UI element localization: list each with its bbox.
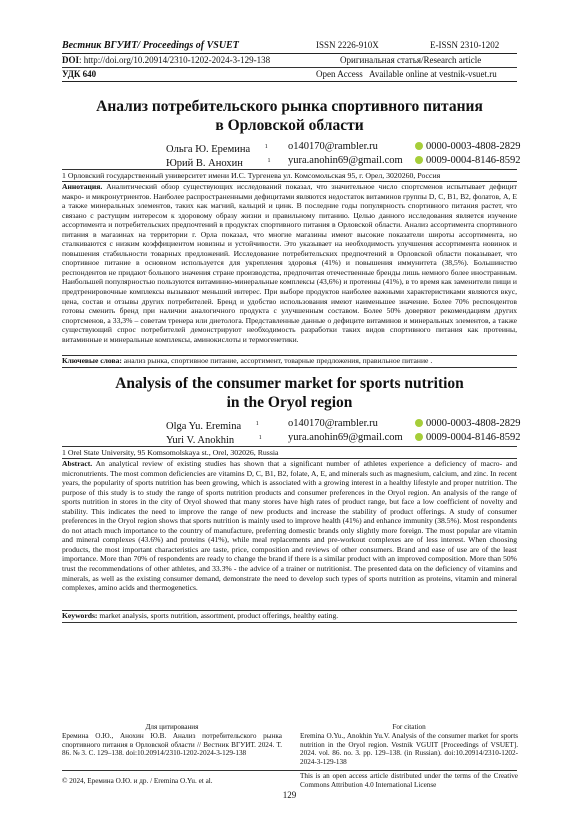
en-end-rule xyxy=(62,622,517,623)
en-author-2 xyxy=(166,432,262,447)
header-rule-2 xyxy=(62,67,517,68)
ru-keywords-label: Ключевые слова: xyxy=(62,356,122,365)
udk: УДК 640 xyxy=(62,69,97,79)
ru-keywords xyxy=(62,356,517,366)
available-online[interactable]: Available online at vestnik-vsuet.ru xyxy=(369,69,497,79)
orcid-icon xyxy=(415,156,423,164)
page-number: 129 xyxy=(282,790,297,800)
ru-author-1 xyxy=(166,141,268,156)
ru-keywords-text: анализ рынка, спортивное питание, ассортимент, товарные предложения, правильное питание . xyxy=(121,356,433,365)
orcid-icon xyxy=(415,433,423,441)
en-abstract xyxy=(62,459,517,593)
cite-ru: Еремина О.Ю., Анохин Ю.В. Анализ потребительского рынка спортивного питания в Орловской области // Вестник ВГУИТ. 2024. Т. 86. № 3. С. 129–138. doi:10.20914/2310-1202-2024-3-129-138 xyxy=(62,732,282,758)
en-abstract-label: Abstract. xyxy=(62,459,93,468)
en-author-1-email[interactable]: o140170@rambler.ru xyxy=(288,418,378,429)
author-name: Ольга Ю. Еремина xyxy=(166,144,251,155)
en-author-2-email[interactable]: yura.anohin69@gmail.com xyxy=(288,432,403,443)
article-type: Оригинальная статья/Research article xyxy=(340,55,482,65)
doi-line xyxy=(62,55,312,66)
author-name: Юрий В. Анохин xyxy=(166,158,243,169)
ru-author-1-orcid[interactable]: 0000-0003-4808-2829 xyxy=(415,141,521,153)
ru-title-line1: Анализ потребительского рынка спортивного питания xyxy=(96,98,483,115)
ru-affiliation: 1 Орловский государственный университет имени И.С. Тургенева ул. Комсомольская 95, г. Орел, 3020260, Россия xyxy=(62,171,441,180)
en-keywords-text: market analysis, sports nutrition, assortment, product offerings, healthy eating. xyxy=(97,611,339,620)
ru-end-rule xyxy=(62,367,517,368)
ru-author-2-email[interactable]: yura.anohin69@gmail.com xyxy=(288,155,403,166)
en-author-2-orcid[interactable]: 0009-0004-8146-8592 xyxy=(415,432,521,444)
en-keywords-label: Keywords: xyxy=(62,611,98,620)
orcid-icon xyxy=(415,419,423,427)
author-sup: 1 xyxy=(258,435,262,441)
cite-en: Eremina O.Yu., Anokhin Yu.V. Analysis of the consumer market for sports nutrition in the Oryol region. Vestnik VGUIT [Proceedings of VSUET]. 2024. vol. 86. no. 3. pp. 129–138. (in Russian). doi:10.20914/2310-1202-2024-3-129-138 xyxy=(300,732,518,766)
orcid-icon xyxy=(415,142,423,150)
open-access: Open Access xyxy=(316,69,363,79)
en-keywords xyxy=(62,611,517,621)
ru-title-line2: в Орловской области xyxy=(215,117,364,134)
ru-author-2-orcid[interactable]: 0009-0004-8146-8592 xyxy=(415,155,521,167)
author-name: Olga Yu. Eremina xyxy=(166,421,242,432)
en-author-1 xyxy=(166,418,259,433)
cite-en-heading: For citation xyxy=(392,723,426,731)
en-title-line2: in the Oryol region xyxy=(226,394,353,411)
cite-ru-heading: Для цитирования xyxy=(145,723,199,731)
eissn: E-ISSN 2310-1202 xyxy=(430,40,500,50)
header-rule-3 xyxy=(62,81,517,82)
en-title-line1: Analysis of the consumer market for sports nutrition xyxy=(115,375,464,392)
doi-link[interactable]: : http://doi.org/10.20914/2310-1202-2024-3-129-138 xyxy=(79,55,271,65)
author-sup: 1 xyxy=(264,144,268,150)
journal-name: Вестник ВГУИТ/ Proceedings of VSUET xyxy=(62,40,239,51)
ru-author-1-email[interactable]: o140170@rambler.ru xyxy=(288,141,378,152)
header-rule xyxy=(62,53,517,54)
ru-abstract-label: Аннотация. xyxy=(62,182,103,191)
author-name: Yuri V. Anokhin xyxy=(166,435,235,446)
author-sup: 1 xyxy=(255,421,259,427)
doi-label: DOI xyxy=(62,55,80,65)
license[interactable]: This is an open access article distributed under the terms of the Creative Commons Attribution 4.0 International License xyxy=(300,772,518,789)
copyright: © 2024, Еремина О.Ю. и др. / Eremina O.Yu. et al. xyxy=(62,777,213,785)
issn: ISSN 2226-910X xyxy=(316,40,379,50)
ru-abstract-text: Аналитический обзор существующих исследований показал, что значительное число спортсменов испытывает дефицит макро- и микронутриентов. Наиболее распространенными дефицитами являются недостаток витаминов группы D, C, B1, B2, фолатов, A, E а также минеральных элементов, таких как магний, кальций и цинк. В последние годы популярность спортивного питания растет, что связано с растущим интересом к здоровому образу жизни и правильному питанию. Целью данного исследования является изучение ассортимента и потребительских предпочтений в продуктах спортивного питания в Орловской области. Анализ ассортимента спортивного питания в магазинах на территории г. Орла показал, что многие магазины имеют высокие показатели широты ассортимента, но сталкиваются с низким коэффициентом новизны и устойчивости. Это указывает на необходимость улучшения ассортимента новинок и повышения стабильности товарных предложений. Исследование потребительских предпочтений в Орловской области показывает, что спортивное питание в основном используется для укрепления здоровья (41%) и повышения иммунитета (38,5%). Большинство респондентов не придают большого значения стране производства, предпочитая отечественные бренды лишь немного более иностранным. Наибольшей популярностью пользуются витаминно-минеральные комплексы (43,6%) и протеины (41%), в то время как заменители пищи и предтренировочные комплексы вызывают меньший интерес. При выборе продуктов наиболее важными характеристиками являются вкус, цена, состав и отзывы других потребителей. Бренд и удобство использования имеют наименьшее значение. Более 70% респондентов готовы сменить бренд при наличии аналогичного продукта с улучшенным составом. Более 50% доверяют рекомендациям других спортсменов, а 33,3% – советам тренера или диетолога. Представленные данные о дефиците витаминов и минеральных элементов, а также существующий спрос потребителей демонстрируют необходимость разработки таких видов спортивного питания как протеины, витаминные и минеральные комплексы, аминокислоты и термогенетики. xyxy=(62,182,517,344)
ru-abstract xyxy=(62,182,517,344)
author-sup: 1 xyxy=(267,158,271,164)
en-author-1-orcid[interactable]: 0000-0003-4808-2829 xyxy=(415,418,521,430)
en-affiliation: 1 Orel State University, 95 Komsomolskaya st., Orel, 302026, Russia xyxy=(62,448,279,457)
en-abstract-text: An analytical review of existing studies has shown that a significant number of athletes experience a deficiency of macro- and micronutrients. The most common deficiencies are vitamins D, C, B1, B2, folate, A, E, and minerals such as magnesium, calcium, and zinc. In recent years, the popularity of sports nutrition has been growing, which is associated with a growing interest in a healthy lifestyle and proper nutrition. The purpose of this study is to study the range of sports nutrition products and consumer preferences in the Oryol region. An analysis of the range of sports nutrition in stores in the city of Oryol showed that many stores have high rates of product range, but face a low coefficient of novelty and stability. This indicates the need to improve the range of new products and increase the stability of product offerings. A study of consumer preferences in the Oryol region shows that sports nutrition is mainly used to improve health (41%) and enhance immunity (38.5%). Most respondents do not attach much importance to the country of manufacture, preferring domestic brands only slightly more foreign. The most popular are vitamin and mineral complexes (43.6%) and proteins (41%), while meal replacements and pre-workout complexes are of less interest. When choosing products, the most important characteristics are taste, price, composition and reviews of other consumers. Brand and ease of use are of the least importance. More than 70% of respondents are ready to change the brand if there is a similar product with an improved composition. More than 50% trust the recommendations of other athletes, and 33.3% - the advice of a trainer or nutritionist. The presented data on the deficiency of vitamins and minerals, as well as the existing consumer demand, demonstrate the need to develop such types of sports nutrition as proteins, vitamin and mineral complexes, amino acids and thermogenetics. xyxy=(62,459,517,593)
footer-rule xyxy=(62,770,517,771)
ru-author-2 xyxy=(166,155,270,170)
